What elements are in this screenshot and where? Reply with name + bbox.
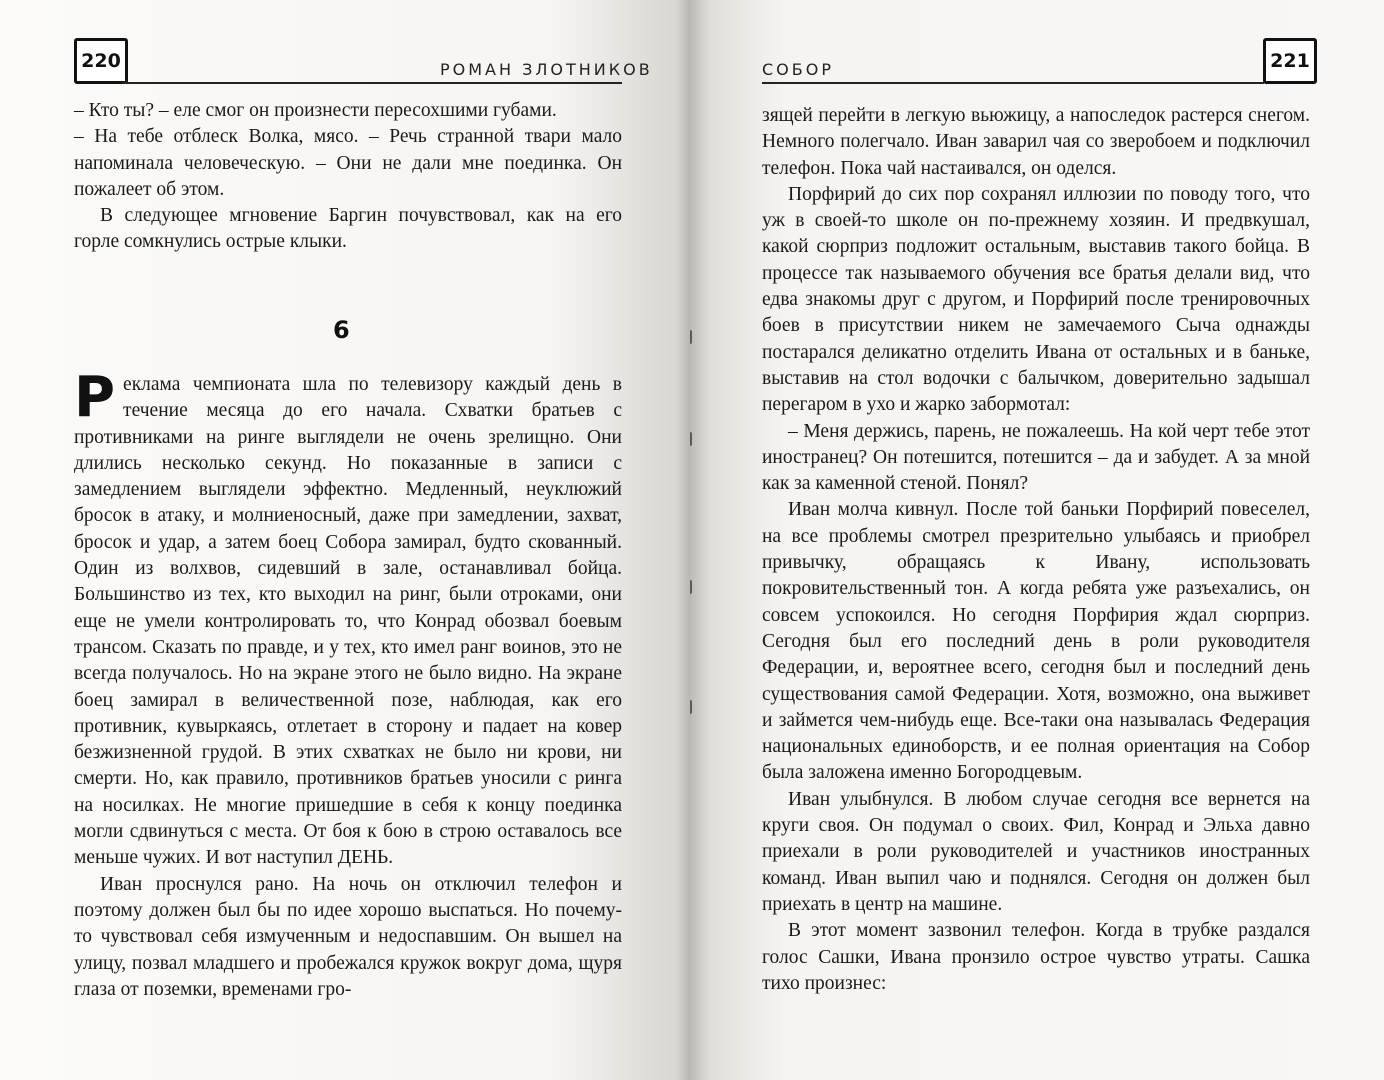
- page-number-right: 221: [1263, 38, 1317, 84]
- header-rule: [122, 82, 622, 84]
- page-number-left: 220: [74, 38, 128, 84]
- paragraph: В следующее мгновение Баргин почувствовал, как на его горле сомкнулись острые клыки.: [74, 205, 622, 253]
- paragraph-text: еклама чемпионата шла по телевизору каждый день в течение месяца до его начала. Схватки братьев с противниками на ринге выглядели не очень зрелищно. Они длились несколько секунд. Но показанные в записи с замедлением выглядели эффектно. Медленный, неуклюжий бросок в атаку, и молниеносный, даже при замедлении, захват, бросок и удар, а затем боец Собора замирал, будто скованный. Один из волхвов, сидевший в зале, останавливал бойца. Большинство из тех, кто выходил на ринг, были отроками, они еще не умели контролировать то, что Конрад обозвал боевым трансом. Сказать по правде, и у тех, кто имел ранг воинов, это не всегда получалось. Но на экране этого не было видно. На экране боец замирал в величественной позе, наблюдая, как его противник, кувыркаясь, отлетает в сторону и падает на ковер безжизненной грудой. В этих схватках не было ни крови, ни смерти. Но, как правило, противников братьев уносили с ринга на носилках. Не многие пришедшие в себя к концу поединка могли сдвинуться с места. От боя к бою в строю оставалось все меньше чужих. И вот наступил ДЕНЬ.: [74, 374, 622, 869]
- chapter-number: 6: [333, 316, 350, 344]
- paragraph: – На тебе отблеск Волка, мясо. – Речь странной твари мало напоминала человеческую. – Они не дали мне поединка. Он пожалеет об этом.: [74, 126, 622, 200]
- text-block-chapter: [74, 365, 622, 1003]
- right-page: [690, 0, 1384, 1080]
- paragraph: – Меня держись, парень, не пожалеешь. На кой черт тебе этот иностранец? Он потешится, потешится – да и забудет. А за мной как за каменной стеной. Понял?: [762, 420, 1310, 495]
- binding-stitch: [690, 432, 692, 446]
- paragraph: зящей перейти в легкую вьюжицу, а напоследок растерся снегом. Немного полегчало. Иван заварил чая со зверобоем и подключил телефон. Пока чай настаивался, он оделся.: [762, 105, 1310, 179]
- text-block-top: [74, 98, 622, 256]
- drop-cap: Р: [74, 365, 116, 430]
- running-head-author: РОМАН ЗЛОТНИКОВ: [440, 60, 653, 79]
- paragraph: Иван улыбнулся. В любом случае сегодня все вернется на круги своя. Он подумал о своих. Фил, Конрад и Эльха давно приехали в роли руководителей и участников иностранных команд. Иван выпил чаю и поднялся. Сегодня он должен был приехать в центр на машине.: [762, 788, 1310, 915]
- paragraph: [74, 365, 622, 872]
- paragraph: В этот момент зазвонил телефон. Когда в трубке раздался голос Сашки, Ивана пронзило острое чувство утраты. Сашка тихо произнес:: [762, 920, 1310, 994]
- paragraph: Порфирий до сих пор сохранял иллюзии по поводу того, что уж в своей-то школе он по-прежнему хозяин. И предвкушал, какой сюрприз подложит остальным, выставив такого бойца. В процессе так называемого обучения все братья делали вид, что едва знакомы друг с другом, и Порфирий после тренировочных боев в присутствии никем не замечаемого Сыча однажды постарался деликатно отделить Ивана от остальных и в баньке, выставив на стол водочки с балычком, доверительно задышал перегаром в ухо и жарко забормотал:: [762, 183, 1310, 416]
- header-rule: [762, 82, 1264, 84]
- paragraph: Иван молча кивнул. После той баньки Порфирий повеселел, на все проблемы смотрел презрительно улыбаясь и приобрел привычку, обращаясь к Ивану, использовать покровительственный тон. А когда ребята уже разъехались, он совсем успокоился. Но сегодня Порфирия ждал сюрприз. Сегодня был его последний день в роли руководителя Федерации, и, вероятнее всего, сегодня был и последний день существования самой Федерации. Хотя, возможно, она выживет и займется чем-нибудь еще. Все-таки она называлась Федерация национальных единоборств, и ее полная ориентация на Собор была заложена именно Богородцевым.: [762, 499, 1310, 784]
- paragraph: – Кто ты? – еле смог он произнести пересохшими губами.: [74, 100, 557, 121]
- left-page: [0, 0, 690, 1080]
- binding-stitch: [690, 330, 692, 344]
- binding-stitch: [690, 580, 692, 594]
- binding-stitch: [690, 700, 692, 714]
- text-block-right: [762, 103, 1310, 997]
- paragraph: Иван проснулся рано. На ночь он отключил телефон и поэтому должен был бы по идее хорошо выспаться. Но почему-то чувствовал себя измученным и недоспавшим. Он вышел на улицу, позвал младшего и пробежался кружок вокруг дома, щуря глаза от поземки, временами гро-: [74, 873, 622, 1000]
- running-head-title: СОБОР: [762, 60, 834, 79]
